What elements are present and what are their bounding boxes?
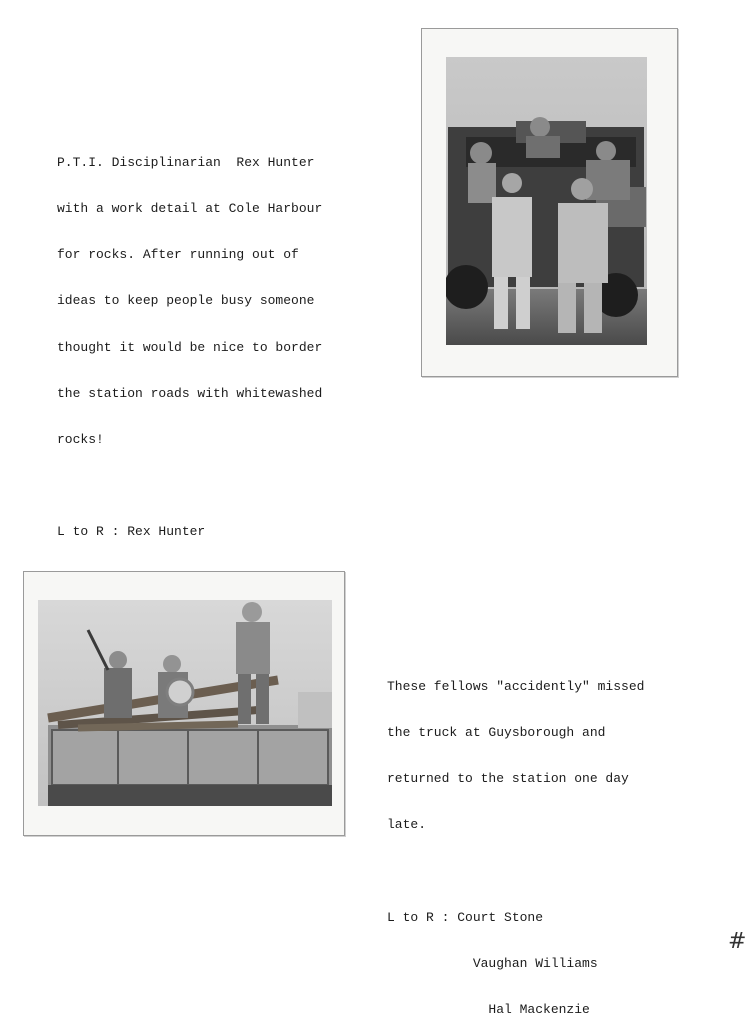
caption-line: for rocks. After running out of bbox=[57, 247, 299, 263]
caption-line: returned to the station one day bbox=[387, 771, 629, 787]
page-mark: # bbox=[728, 929, 747, 954]
photo-truck-group bbox=[421, 28, 678, 377]
caption-spacer bbox=[57, 478, 322, 493]
caption-line: P.T.I. Disciplinarian Rex Hunter bbox=[57, 154, 315, 170]
photo-truck-group-image bbox=[446, 57, 647, 345]
photo-logs-truck-svg bbox=[38, 600, 332, 806]
caption-spacer bbox=[387, 864, 644, 879]
caption-line: the truck at Guysborough and bbox=[387, 725, 606, 741]
names-line: L to R : Rex Hunter bbox=[57, 524, 206, 540]
names-line: Hal Mackenzie bbox=[387, 1001, 590, 1017]
caption-line: late. bbox=[387, 817, 427, 833]
caption-line: These fellows "accidently" missed bbox=[387, 678, 645, 694]
photo-truck-group-svg bbox=[446, 57, 647, 345]
caption-line: the station roads with whitewashed bbox=[57, 385, 323, 401]
photo-logs-truck-image bbox=[38, 600, 332, 806]
names-line: Vaughan Williams bbox=[387, 955, 598, 971]
names-line: L to R : Court Stone bbox=[387, 909, 544, 925]
caption-missed-truck bbox=[387, 648, 644, 1033]
caption-line: with a work detail at Cole Harbour bbox=[57, 201, 323, 217]
photo-logs-truck bbox=[23, 571, 345, 836]
caption-line: thought it would be nice to border bbox=[57, 339, 323, 355]
caption-line: rocks! bbox=[57, 432, 104, 448]
caption-line: ideas to keep people busy someone bbox=[57, 293, 315, 309]
